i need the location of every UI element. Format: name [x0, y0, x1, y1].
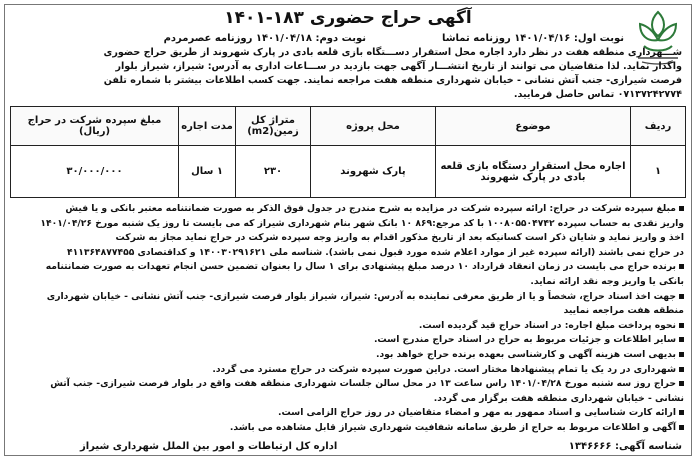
intro-paragraph [14, 46, 682, 102]
intro-line: شـــهرداری منطقه هفت در نظر دارد اجاره محل استقرار دســـتگاه بازی قلعه بادی در پارک شهروند از طریق حراج حضوری [103, 47, 682, 58]
intro-line: فرصت شیرازی- جنب آتش نشانی - خیابان شهرداری منطقه هفت مراجعه نمایند. جهت کسب اطلاعات بیشتر با شماره تلفن [103, 75, 682, 86]
bullet-icon [679, 294, 684, 299]
cell-row-number: ۱ [631, 146, 686, 198]
cell-deposit: ۳۰/۰۰۰/۰۰۰ [11, 146, 179, 198]
term-item: منطقه هفت مراجعه نمایید [563, 305, 684, 317]
term-item: نشانی - خیابان شهرداری منطقه هفت برگزار می گردد. [433, 392, 684, 404]
bullet-icon [679, 381, 684, 386]
auction-table [10, 106, 686, 198]
header-row-number: ردیف [631, 107, 686, 146]
bullet-icon [679, 264, 684, 269]
bullet-icon [679, 410, 684, 415]
term-item: در حراج نمی باشند (ارائه سپرده غیر از موارد اعلام شده مورد قبول نمی باشد). شناسه ملی ۱۴۰۰۳۰۲۹۱۶۲۱ و کداقتصادی ۴۱۱۳۶۴۸۷۷۴۵۵ [67, 246, 684, 258]
publication-first: نوبت اول: ۱۴۰۱/۰۴/۱۶ روزنامه تماشا [441, 33, 624, 44]
publication-second: نوبت دوم: ۱۴۰۱/۰۴/۱۸ روزنامه عصرمردم [163, 33, 366, 44]
term-item: ارائه کارت شناسایی و اسناد ممهور به مهر و امضاء متقاضیان در روز حراج الزامی است. [12, 406, 684, 421]
term-item: بانکی یا واریز وجه نقد ارائه نماید. [530, 275, 684, 287]
bullet-icon [679, 206, 684, 211]
term-item: واریز نقدی به حساب سپرده ۱۰۰۸۰۵۵۰۴۷۴۲ با کد مرجع:۸۶۹ ۱۰ بانک شهر بنام شهرداری شیراز که می بایست تا روز یک شنبه مورخ ۱۴۰۱/۰۴/۲۶ [40, 217, 684, 229]
bullet-icon [679, 337, 684, 342]
header-area: متراژ کل زمین(m2) [236, 107, 311, 146]
cell-subject: اجاره محل استقرار دستگاه بازی قلعه بادی در پارک شهروند [436, 146, 631, 198]
header-duration: مدت اجاره [179, 107, 236, 146]
bullet-icon [679, 367, 684, 372]
term-item: نحوه پرداخت مبلغ اجاره: در اسناد حراج قید گردیده است. [12, 319, 684, 334]
footer-code: شناسه آگهی: ۱۳۴۶۶۶۶ [568, 441, 682, 452]
publication-info-second [66, 32, 366, 46]
term-item: مبلغ سپرده شرکت در حراج: ارائه سپرده شرکت در مزایده به شرح مندرج در جدول فوق الذکر به صورت ضمانتنامه معتبر بانکی و یا فیش [12, 202, 684, 217]
term-item: آگهی و اطلاعات مربوط به حراج از طریق سامانه شفافیت شهرداری شیراز قابل مشاهده می باشد. [12, 421, 684, 436]
term-item: شهرداری در رد یک یا تمام پیشنهادها مختار است. دراین صورت سپرده شرکت در حراج مسترد می گردد. [12, 363, 684, 378]
term-item: حراج روز سه شنبه مورخ ۱۴۰۱/۰۴/۲۸ راس ساعت ۱۳ در محل سالن جلسات شهرداری منطقه هفت واقع در بلوار فرصت شیرازی- جنب آتش [12, 377, 684, 392]
header-subject: موضوع [436, 107, 631, 146]
term-item: برنده حراج می بایست در زمان انعقاد قرارداد ۱۰ درصد مبلغ پیشنهادی برای ۱ سال را بعنوان تضمین حسن انجام تعهدات به صورت ضمانتنامه [12, 260, 684, 275]
cell-area: ۲۳۰ [236, 146, 311, 198]
term-item: اخذ و واریز نماید و شایان ذکر است کسانیکه بعد از تاریخ مذکور اقدام به واریز وجه سپرده شرکت در حراج نماید مجاز به شرکت [115, 232, 684, 244]
intro-line: واگذار نماید. لذا متقاضیان می توانند از تاریخ انتشـــار آگهی جهت بازدید در ســـاعات اداری به آدرس: شیراز، شیراز بلوار [115, 61, 682, 72]
notice-title: آگهی حراج حضوری ۱۸۳-۱۴۰۱ [224, 8, 472, 28]
header-location: محل پروژه [311, 107, 436, 146]
table-header-row [11, 107, 686, 146]
bullet-icon [679, 352, 684, 357]
cell-duration: ۱ سال [179, 146, 236, 198]
cell-location: پارک شهروند [311, 146, 436, 198]
term-item: سایر اطلاعات و جزئیات مربوط به حراج در اسناد حراج مندرج است. [12, 333, 684, 348]
table-row [11, 146, 686, 198]
header-deposit: مبلغ سپرده شرکت در حراج (ریال) [11, 107, 179, 146]
term-item: جهت اخذ اسناد حراج، شخصاً و یا از طریق معرفی نماینده به آدرس: شیراز، شیراز بلوار فرصت شیرازی- جنب آتش نشانی - خیابان شهرداری [12, 290, 684, 305]
bullet-icon [679, 425, 684, 430]
terms-list [12, 202, 684, 436]
bullet-icon [679, 323, 684, 328]
intro-line: ۰۷۱۳۷۲۴۲۷۷۴ تماس حاصل فرمایید. [513, 89, 682, 100]
footer-signature: اداره کل ارتباطات و امور بین الملل شهرداری شیراز [80, 441, 338, 452]
term-item: بدیهی است هزینه آگهی و کارشناسی بعهده برنده حراج خواهد بود. [12, 348, 684, 363]
